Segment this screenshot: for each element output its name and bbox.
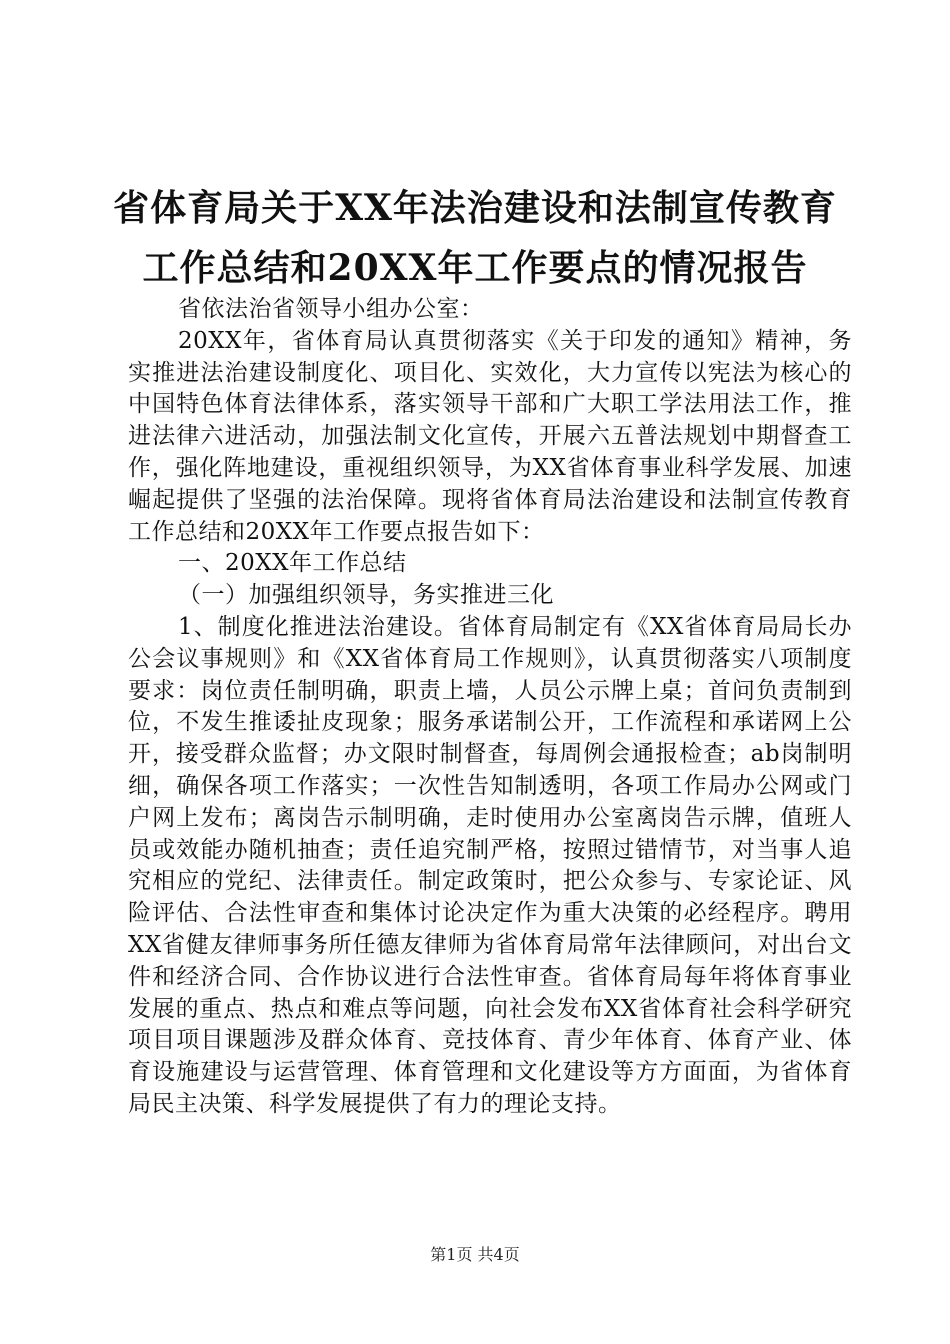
document-title-line-1: 省体育局关于XX年法治建设和法制宣传教育 (113, 187, 837, 229)
document-body (128, 294, 852, 1121)
salutation: 省依法治省领导小组办公室： (178, 296, 484, 322)
paragraph-intro: 20XX年，省体育局认真贯彻落实《关于印发的通知》精神，务实推进法治建设制度化、项目化、实效化，大力宣传以宪法为核心的中国特色体育法律体系，落实领导干部和广大职工学法用法工作，推进法律六进活动，加强法制文化宣传，开展六五普法规划中期督查工作，强化阵地建设，重视组织领导，为XX省体育事业科学发展、加速崛起提供了坚强的法治保障。现将省体育局法治建设和法制宣传教育工作总结和20XX年工作要点报告如下： (128, 327, 852, 545)
paragraph-institutionalization: 1、制度化推进法治建设。省体育局制定有《XX省体育局局长办公会议事规则》和《XX省体育局工作规则》，认真贯彻落实八项制度要求：岗位责任制明确，职责上墙，人员公示牌上桌；首问负责制到位，不发生推诿扯皮现象；服务承诺制公开，工作流程和承诺网上公开，接受群众监督；办文限时制督查，每周例会通报检查；ab岗制明细，确保各项工作落实；一次性告知制透明，各项工作局办公网或门户网上发布；离岗告示制明确，走时使用办公室离岗告示牌，值班人员或效能办随机抽查；责任追究制严格，按照过错情节，对当事人追究相应的党纪、法律责任。制定政策时，把公众参与、专家论证、风险评估、合法性审查和集体讨论决定作为重大决策的必经程序。聘用XX省健友律师事务所任德友律师为省体育局常年法律顾问，对出台文件和经济合同、合作协议进行合法性审查。省体育局每年将体育事业发展的重点、热点和难点等问题，向社会发布XX省体育社会科学研究项目项目课题涉及群众体育、竞技体育、青少年体育、体育产业、体育设施建设与运营管理、体育管理和文化建设等方方面面，为省体育局民主决策、科学发展提供了有力的理论支持。 (128, 613, 852, 1117)
subsection-heading: （一）加强组织领导，务实推进三化 (178, 582, 554, 609)
page-number-footer: 第1页 共4页 (430, 1245, 520, 1264)
document-title-line-2: 工作总结和20XX年工作要点的情况报告 (142, 247, 808, 289)
section-heading: 一、20XX年工作总结 (178, 550, 407, 577)
